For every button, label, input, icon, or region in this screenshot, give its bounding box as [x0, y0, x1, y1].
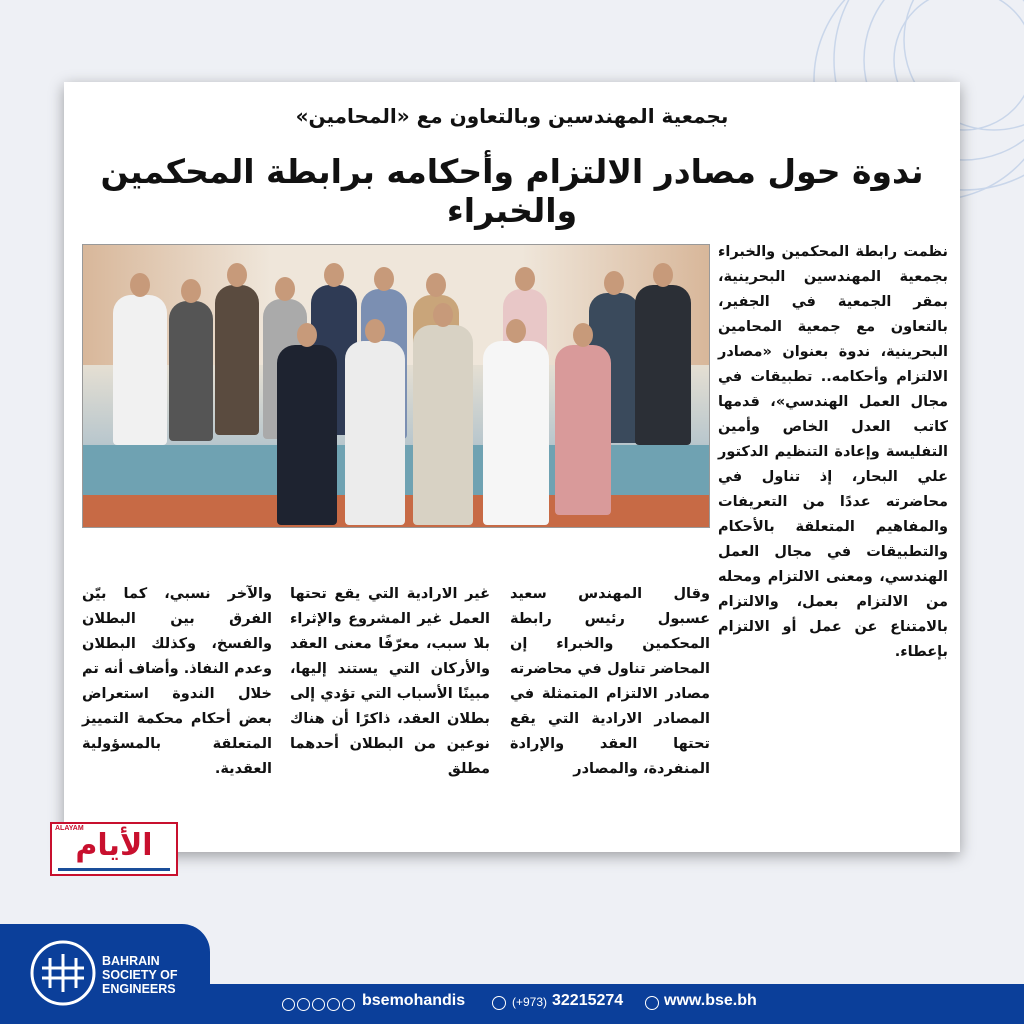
alayam-newspaper-logo — [50, 822, 178, 876]
social-icons — [282, 996, 355, 1012]
instagram-icon[interactable] — [282, 998, 295, 1011]
article-column-2: وقال المهندس سعيد عسبول رئيس رابطة المحكمين والخبراء إن المحاضر تناول في محاضرته مصادر الالتزام المتمثلة في المصادر الارادية التي يقع تحتها العقد والإرادة المنفردة، والمصادر — [510, 586, 710, 777]
facebook-icon[interactable] — [312, 998, 325, 1011]
logo-latin-text: ALAYAM — [55, 825, 84, 832]
youtube-icon[interactable] — [342, 998, 355, 1011]
linkedin-icon[interactable] — [327, 998, 340, 1011]
phone-prefix: (+973) — [512, 995, 548, 1009]
article-column-4: والآخر نسبي، كما بيّن الفرق بين البطلان والفسخ، وكذلك البطلان وعدم النفاذ. وأضاف أنه تم خلال الندوة استعراض بعض أحكام محكمة التمييز المتعلقة بالمسؤولية العقدية. — [82, 586, 272, 777]
article-column-1: نظمت رابطة المحكمين والخبراء بجمعية المهندسين البحرينية، بمقر الجمعية في الجفير، بالتعاون مع جمعية المحامين البحرينية، ندوة بعنوان «مصادر الالتزام وأحكامه.. تطبيقات في مجال العمل الهندسي»، قدمها كاتب العدل الخاص وأمين التفليسة وإعادة التنظيم الدكتور علي البحار، إذ تناول في محاضرته عددًا من التعريفات والمفاهيم المتعلقة بالأحكام والتطبيقات في مجال العمل الهندسي، ومعنى الالتزام ومحله من الالتزام بعمل، والالتزام بالامتناع عن عمل أو الالتزام بإعطاء. — [718, 244, 948, 660]
phone-icon — [492, 996, 506, 1010]
brand-name: BAHRAIN SOCIETY OF ENGINEERS — [102, 954, 178, 996]
article-headline: ندوة حول مصادر الالتزام وأحكامه برابطة المحكمين والخبراء — [100, 152, 924, 230]
article-column-3: غير الارادية التي يقع تحتها العمل غير المشروع والإثراء بلا سبب، معرّفًا معنى العقد والأركان التي يستند إليها، مبينًا الأسباب التي تؤدي إلى بطلان العقد، ذاكرًا أن هناك نوعين من البطلان أحدهما مطلق — [290, 586, 490, 777]
website-link[interactable]: www.bse.bh — [664, 992, 757, 1009]
group-photo — [82, 244, 710, 528]
article-kicker: بجمعية المهندسين وبالتعاون مع «المحامين» — [295, 104, 729, 128]
logo-arabic-text: الأيام — [75, 828, 153, 863]
globe-icon — [645, 996, 659, 1010]
phone-number[interactable]: 32215274 — [552, 992, 624, 1009]
twitter-icon[interactable] — [297, 998, 310, 1011]
newspaper-clipping — [64, 82, 960, 852]
social-handle[interactable]: bsemohandis — [362, 992, 466, 1009]
bse-emblem-icon — [28, 938, 98, 1008]
